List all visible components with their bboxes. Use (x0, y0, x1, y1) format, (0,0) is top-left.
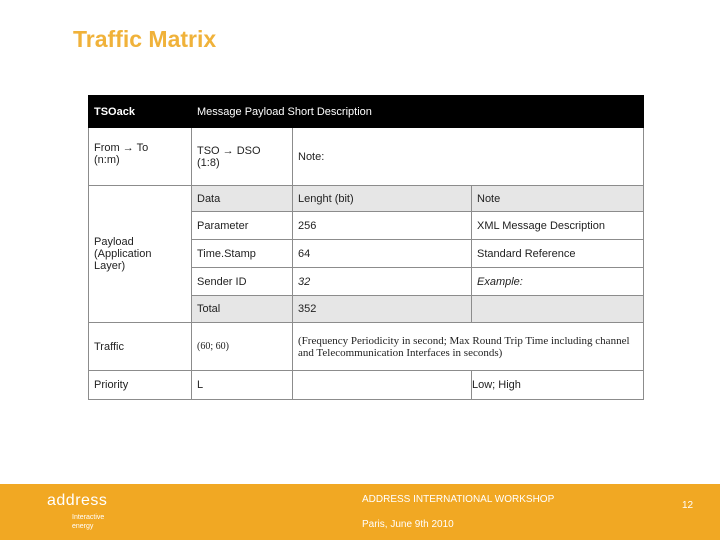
payload-row-note: Example: (472, 268, 644, 296)
data-column-header: Data (192, 186, 293, 212)
payload-row-note: XML Message Description (472, 212, 644, 240)
total-label: Total (192, 296, 293, 323)
traffic-matrix-table (88, 95, 644, 400)
payload-label: Payload (Application Layer) (89, 186, 192, 323)
header-row (89, 96, 644, 128)
traffic-row (89, 323, 644, 371)
from-to-note: Note: (293, 128, 644, 186)
traffic-value: (60; 60) (192, 323, 293, 371)
priority-row (89, 371, 644, 400)
from-to-row (89, 128, 644, 186)
priority-blank (293, 371, 472, 400)
note-column-header: Note (472, 186, 644, 212)
workshop-location: Paris, June 9th 2010 (362, 519, 454, 530)
priority-note: Low; High (472, 371, 644, 400)
payload-header-row (89, 186, 644, 212)
address-logo: address (47, 492, 108, 509)
traffic-note: (Frequency Periodicity in second; Max Round Trip Time including channel and Telecommunication Interfaces in seconds) (293, 323, 644, 371)
payload-row-bits: 64 (293, 240, 472, 268)
page-title: Traffic Matrix (73, 26, 217, 52)
from-to-value: TSO → DSO (1:8) (192, 128, 293, 186)
workshop-title: ADDRESS INTERNATIONAL WORKSHOP (362, 494, 555, 505)
payload-row-note: Standard Reference (472, 240, 644, 268)
priority-value: L (192, 371, 293, 400)
length-column-header: Lenght (bit) (293, 186, 472, 212)
total-note-empty (472, 296, 644, 323)
header-name: TSOack (89, 96, 192, 128)
logo-tagline: Interactive energy (72, 514, 105, 530)
traffic-label: Traffic (89, 323, 192, 371)
footer-bar (0, 484, 720, 540)
page-number: 12 (682, 500, 694, 511)
payload-row-name: Time.Stamp (192, 240, 293, 268)
from-to-label: From → To (n:m) (89, 128, 192, 186)
total-bits: 352 (293, 296, 472, 323)
header-description: Message Payload Short Description (192, 96, 644, 128)
payload-row-name: Parameter (192, 212, 293, 240)
payload-row-bits: 256 (293, 212, 472, 240)
payload-row-bits: 32 (293, 268, 472, 296)
payload-row-name: Sender ID (192, 268, 293, 296)
priority-label: Priority (89, 371, 192, 400)
